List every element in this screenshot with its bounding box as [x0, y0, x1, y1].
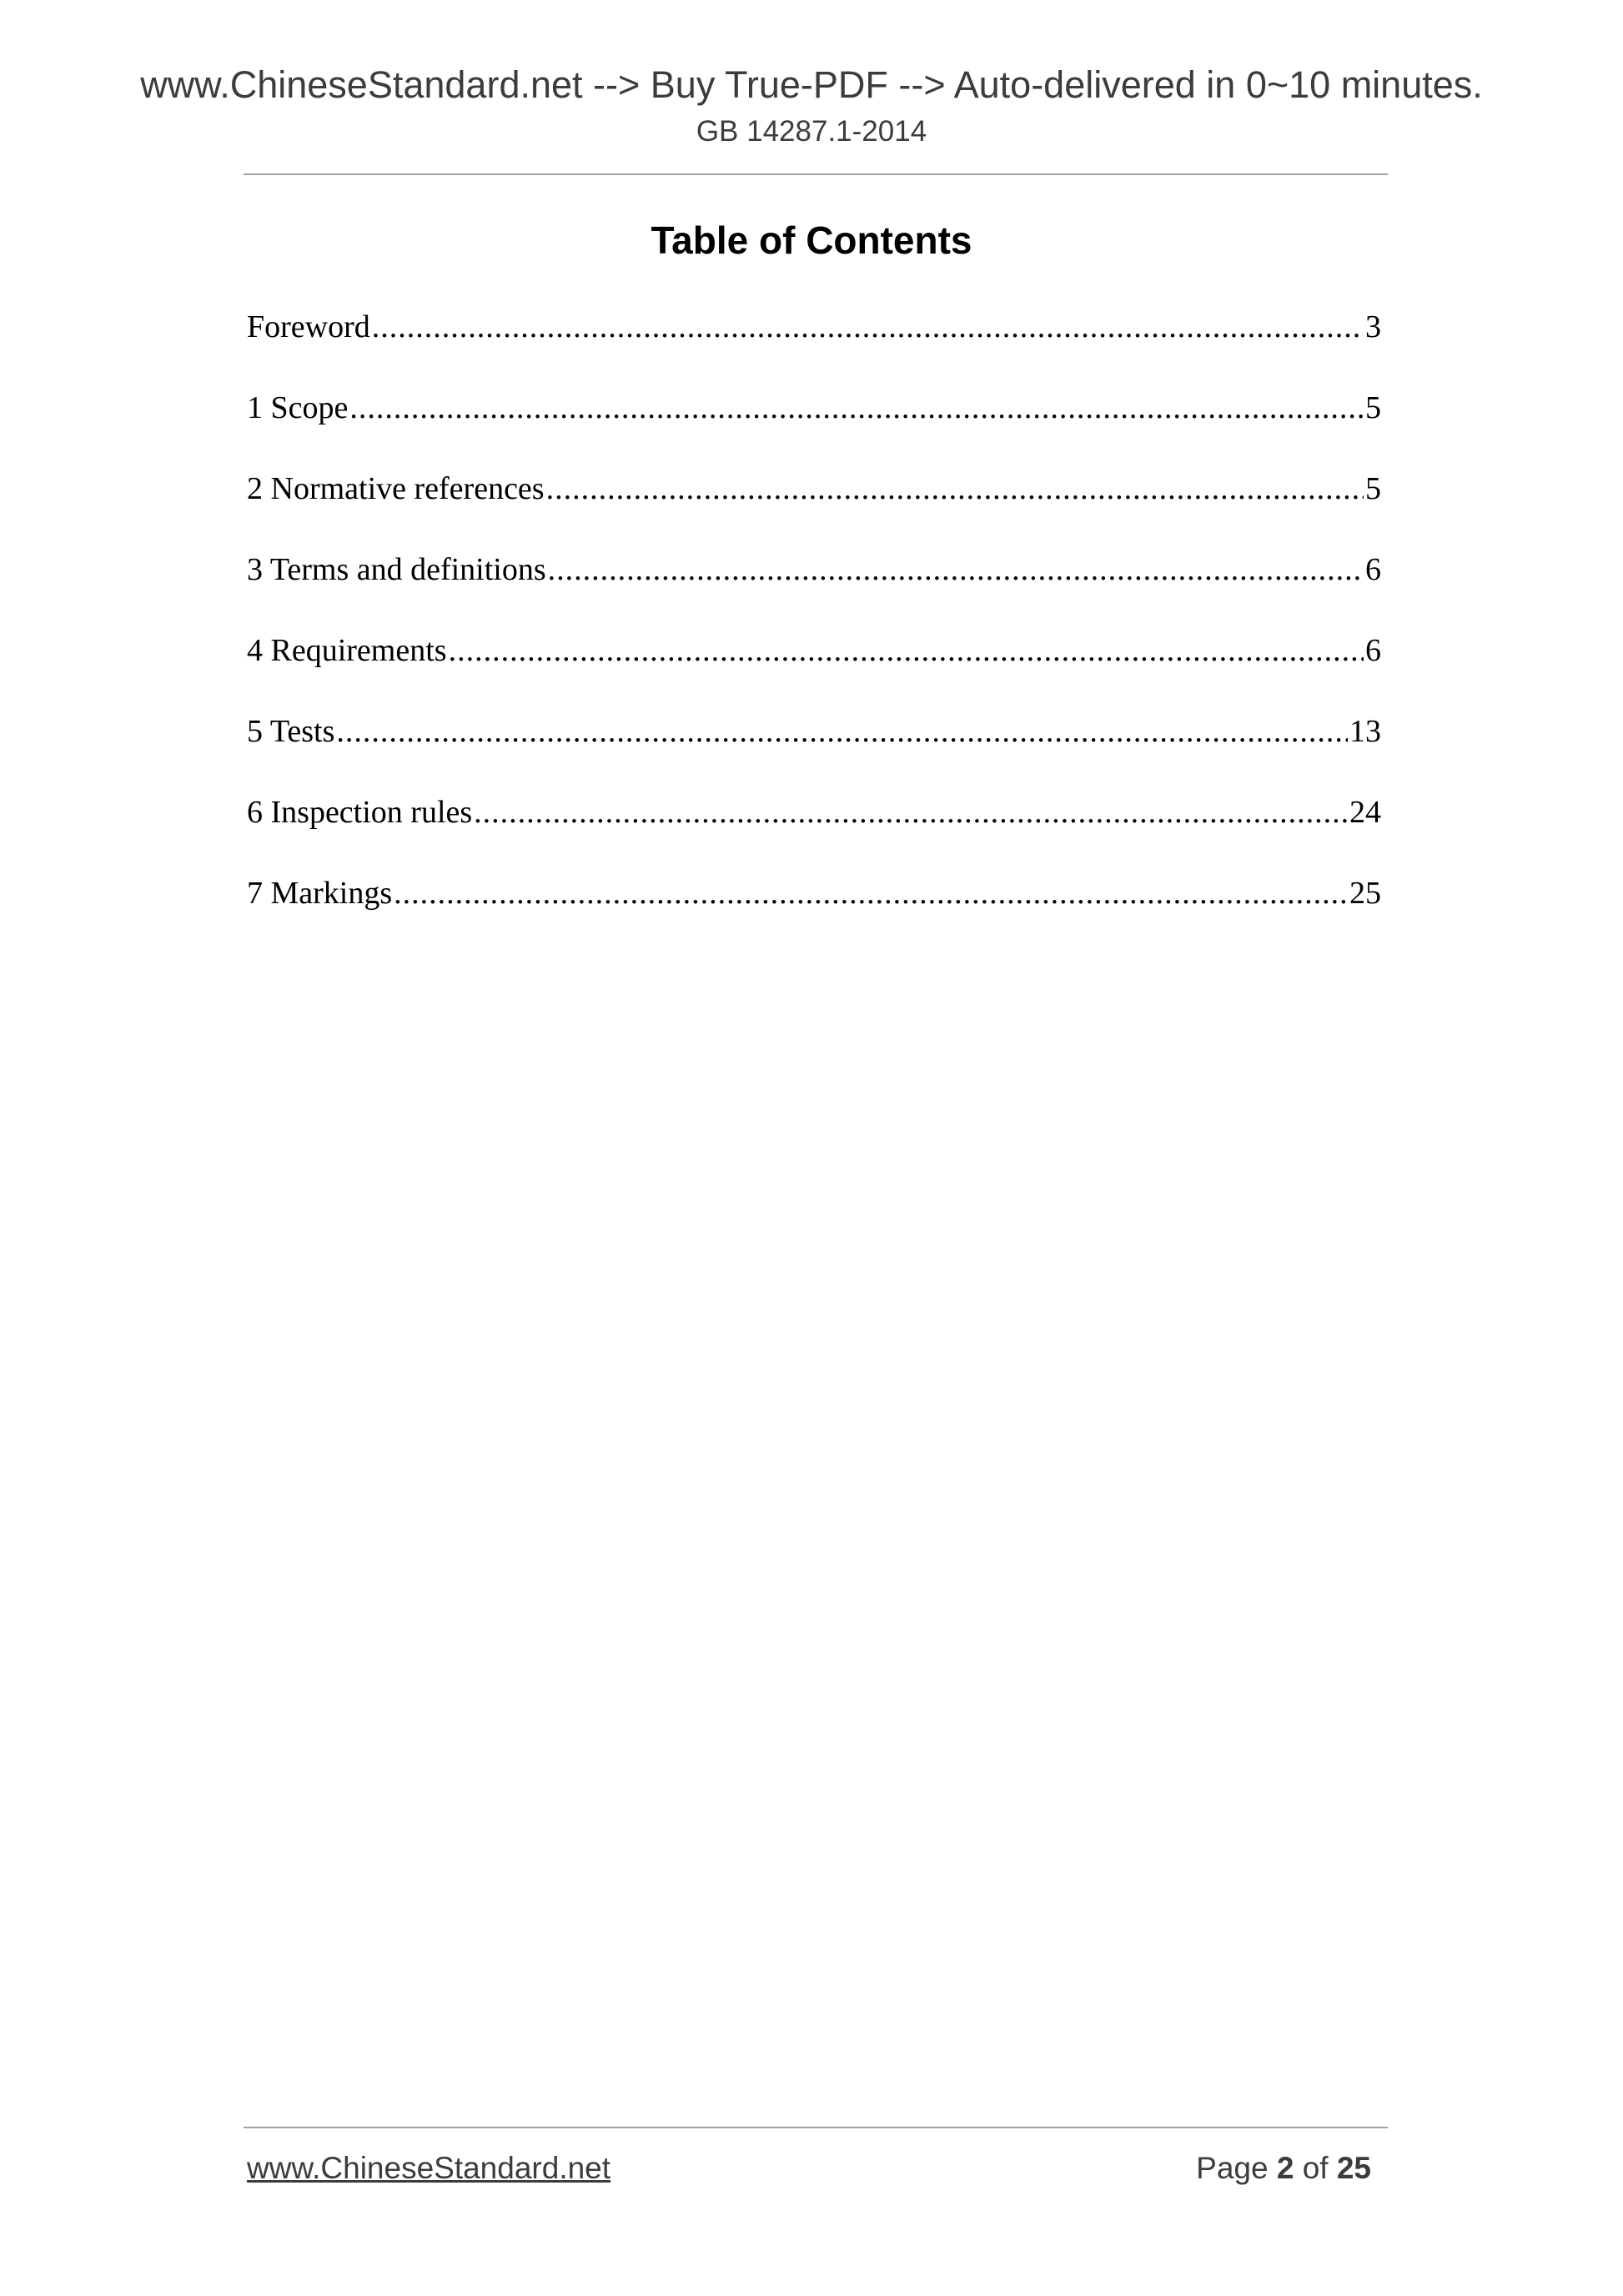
table-of-contents: [247, 307, 1381, 954]
toc-entry-normative-references[interactable]: [247, 469, 1381, 550]
toc-entry-page: 5: [1365, 471, 1381, 506]
toc-entry-label: 5 Tests: [247, 714, 335, 749]
toc-entry-label: 2 Normative references: [247, 471, 545, 506]
footer-divider: [244, 2127, 1388, 2128]
toc-dot-leader: [548, 550, 1364, 590]
toc-entry-page: 5: [1365, 390, 1381, 425]
toc-entry-label: 6 Inspection rules: [247, 795, 473, 830]
toc-entry-page: 13: [1349, 714, 1381, 749]
toc-entry-page: 6: [1365, 552, 1381, 587]
toc-entry-page: 6: [1365, 633, 1381, 668]
toc-entry-label: 7 Markings: [247, 876, 393, 911]
page-prefix: Page: [1196, 2151, 1269, 2185]
page-indicator: [1196, 2148, 1371, 2188]
header-divider: [244, 173, 1388, 175]
toc-entry-label: Foreword: [247, 309, 370, 344]
toc-entry-terms-and-definitions[interactable]: [247, 550, 1381, 631]
toc-dot-leader: [349, 388, 1364, 428]
page-separator: of: [1302, 2151, 1329, 2185]
toc-dot-leader: [336, 711, 1348, 751]
toc-dot-leader: [372, 307, 1364, 347]
toc-entry-foreword[interactable]: [247, 307, 1381, 388]
footer-site-link[interactable]: www.ChineseStandard.net: [247, 2151, 611, 2185]
page-title: Table of Contents: [651, 219, 972, 262]
toc-dot-leader: [394, 873, 1348, 913]
total-pages-number: 25: [1336, 2151, 1371, 2185]
toc-dot-leader: [546, 469, 1364, 509]
header-banner: www.ChineseStandard.net --> Buy True-PDF --> Auto-delivered in 0~10 minutes.: [140, 63, 1483, 106]
toc-entry-page: 25: [1349, 876, 1381, 911]
toc-entry-requirements[interactable]: [247, 631, 1381, 711]
toc-dot-leader: [474, 792, 1348, 832]
document-number: GB 14287.1-2014: [696, 115, 927, 148]
toc-entry-page: 3: [1365, 309, 1381, 344]
toc-entry-inspection-rules[interactable]: [247, 792, 1381, 873]
toc-dot-leader: [449, 631, 1364, 671]
current-page-number: 2: [1276, 2151, 1294, 2185]
toc-entry-label: 1 Scope: [247, 390, 349, 425]
toc-entry-scope[interactable]: [247, 388, 1381, 469]
toc-entry-markings[interactable]: [247, 873, 1381, 954]
toc-entry-page: 24: [1349, 795, 1381, 830]
toc-entry-tests[interactable]: [247, 711, 1381, 792]
toc-entry-label: 3 Terms and definitions: [247, 552, 546, 587]
toc-entry-label: 4 Requirements: [247, 633, 447, 668]
